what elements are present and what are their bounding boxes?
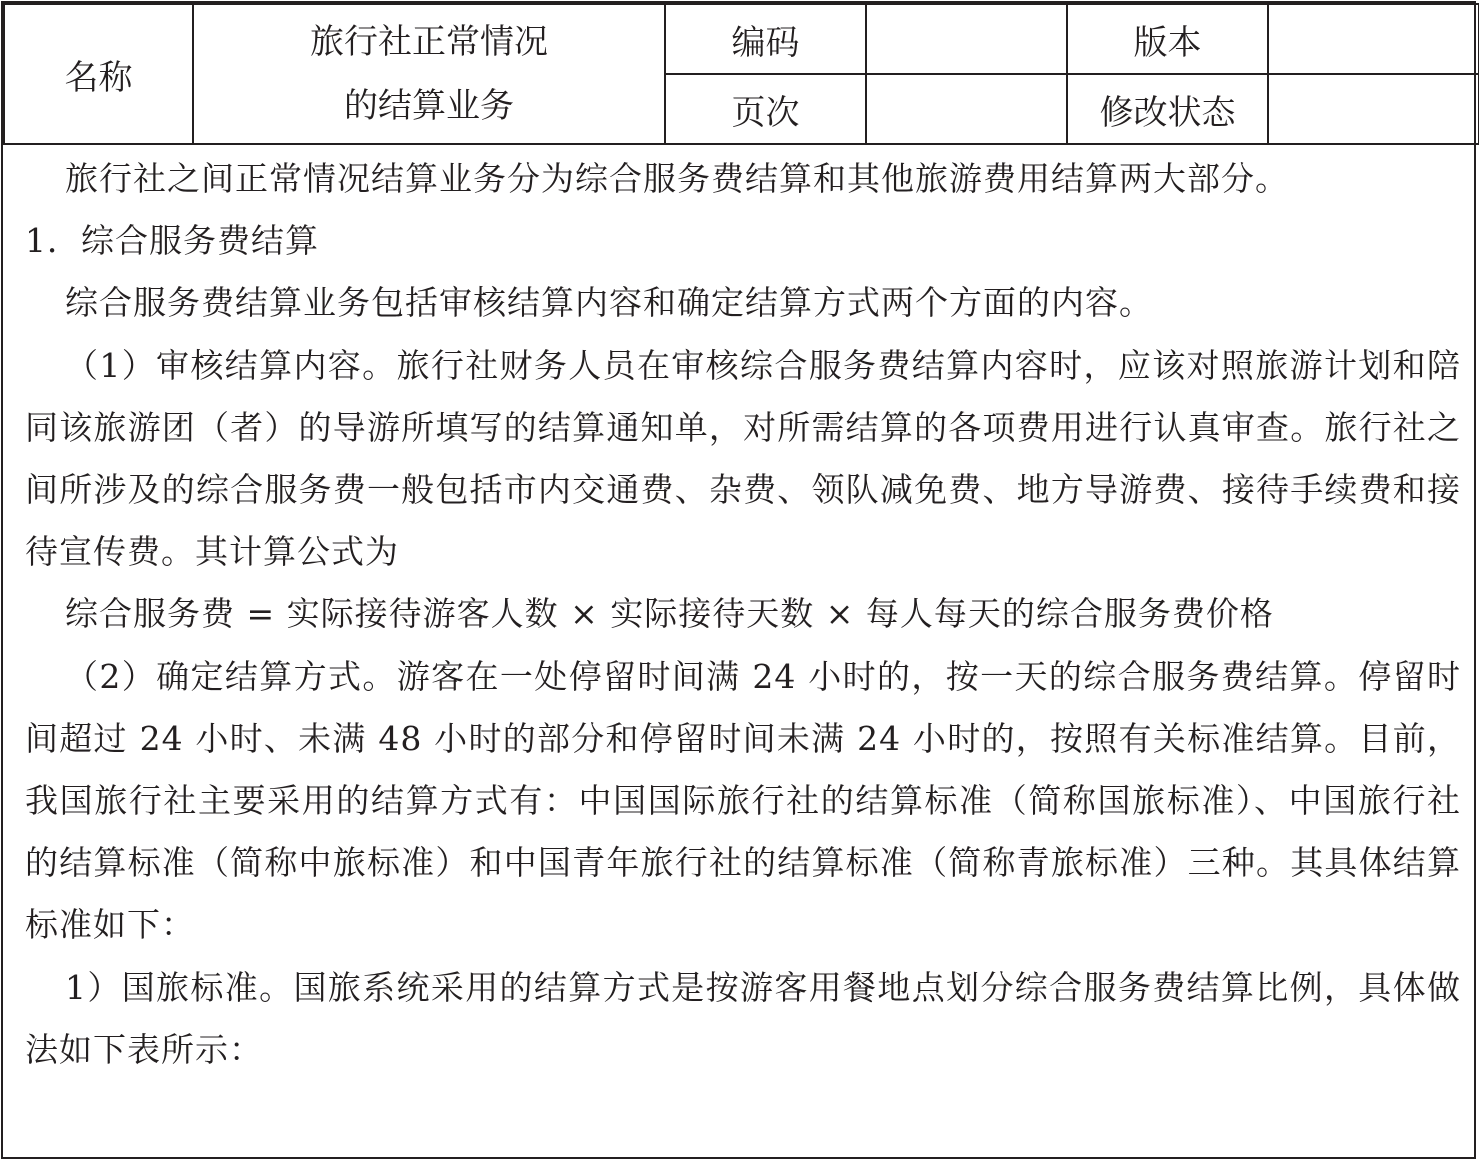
header-table [3,3,1479,145]
name-label: 名称 [4,4,193,144]
title-line-2: 的结算业务 [344,86,514,126]
revision-value [1268,74,1479,144]
document-title [193,4,665,144]
version-value [1268,4,1479,74]
code-label: 编码 [665,4,866,74]
page-value [866,74,1067,144]
section-heading: 1．综合服务费结算 [25,221,319,261]
document-frame [1,1,1476,1159]
paragraph-overview: 综合服务费结算业务包括审核结算内容和确定结算方式两个方面的内容。 [65,283,1153,323]
revision-label: 修改状态 [1067,74,1268,144]
title-line-1: 旅行社正常情况 [310,22,548,62]
paragraph-cits-standard: 1）国旅标准。国旅系统采用的结算方式是按游客用餐地点划分综合服务费结算比例，具体做法如下表所示： [25,967,1461,1069]
formula-line: 综合服务费 = 实际接待游客人数 × 实际接待天数 × 每人每天的综合服务费价格 [65,594,1274,634]
intro-paragraph: 旅行社之间正常情况结算业务分为综合服务费结算和其他旅游费用结算两大部分。 [65,159,1289,198]
paragraph-method: （2）确定结算方式。游客在一处停留时间满 24 小时的，按一天的综合服务费结算。停留时间超过 24 小时、未满 48 小时的部分和停留时间未满 24 小时的，按照有关标准结算。目前，我国旅行社主要采用的结算方式有：中国国际旅行社的结算标准（简称国旅标准）、中国旅行社的结算标准（简称中旅标准）和中国青年旅行社的结算标准（简称青旅标准）三种。其具体结算标准如下： [25,656,1461,945]
version-label: 版本 [1067,4,1268,74]
page-label: 页次 [665,74,866,144]
paragraph-audit: （1）审核结算内容。旅行社财务人员在审核综合服务费结算内容时，应该对照旅游计划和陪同该旅游团（者）的导游所填写的结算通知单，对所需结算的各项费用进行认真审查。旅行社之间所涉及的综合服务费一般包括市内交通费、杂费、领队减免费、地方导游费、接待手续费和接待宣传费。其计算公式为 [25,345,1461,572]
code-value [866,4,1067,74]
document-body [25,148,1461,1081]
